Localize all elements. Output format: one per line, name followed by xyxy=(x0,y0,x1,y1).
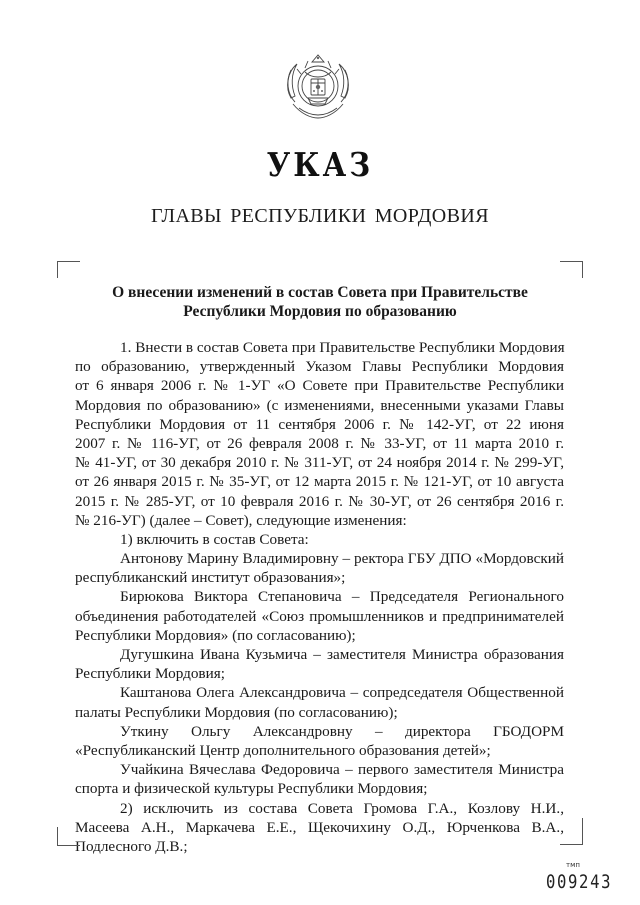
body-line: Уткину Ольгу Александровну – директора ГБОДОРМ xyxy=(120,722,564,740)
body-line: Каштанова Олега Александровича – сопредседателя Общественной xyxy=(120,684,564,702)
body-line: № 216-УГ) (далее – Совет), следующие изменения: xyxy=(75,511,407,529)
body-line: от 26 января 2015 г. № 35-УГ, от 12 марта 2015 г. № 121-УГ, от 10 августа xyxy=(75,473,564,491)
body-line: № 41-УГ, от 30 декабря 2010 г. № 311-УГ, от 24 ноября 2014 г. № 299-УГ, xyxy=(75,454,564,472)
body-line: от 6 января 2006 г. № 1-УГ «О Совете при Правительстве Республики xyxy=(75,377,564,395)
decree-title xyxy=(70,283,570,321)
body-line: Подлесного Д.В.; xyxy=(75,837,188,855)
corner-mark-bottom-left xyxy=(57,827,80,846)
body-line: палаты Республики Мордовия (по согласованию); xyxy=(75,703,398,721)
body-line: Дугушкина Ивана Кузьмича – заместителя Министра образования xyxy=(120,646,564,663)
issuer-title: ГЛАВЫ РЕСПУБЛИКИ МОРДОВИЯ xyxy=(151,205,489,227)
body-line: спорта и физической культуры Республики Мордовия; xyxy=(75,780,428,798)
body-line: объединения работодателей «Союз промышленников и предпринимателей xyxy=(75,607,564,625)
body-line: 1) включить в состав Совета: xyxy=(120,530,309,548)
body-line: Мордовия по образованию» (с изменениями, внесенными указами Главы xyxy=(75,396,564,414)
body-line: 1. Внести в состав Совета при Правительстве Республики Мордовия xyxy=(120,339,565,356)
decree-body xyxy=(75,338,564,856)
body-line: Учайкина Вячеслава Федоровича – первого заместителя Министра xyxy=(120,761,564,779)
body-line: 2007 г. № 116-УГ, от 26 февраля 2008 г. № 33-УГ, от 11 марта 2010 г. xyxy=(75,434,564,452)
body-line: 2015 г. № 285-УГ, от 10 февраля 2016 г. № 30-УГ, от 26 сентября 2016 г. xyxy=(75,492,564,510)
body-line: Бирюкова Виктора Степановича – Председателя Регионального xyxy=(120,588,564,606)
document-type: УКАЗ xyxy=(266,145,374,185)
body-line: Республики Мордовия» (по согласованию); xyxy=(75,626,356,644)
corner-mark-top-left xyxy=(57,261,80,278)
stamp-mark: тмп xyxy=(566,861,580,869)
body-line: 2) исключить из состава Совета Громова Г.А., Козлову Н.И., xyxy=(120,799,564,817)
body-line: Республики Мордовия; xyxy=(75,665,225,683)
corner-mark-top-right xyxy=(560,261,583,278)
document-serial-number: 009243 xyxy=(546,871,613,893)
title-line: Республики Мордовия по образованию xyxy=(183,303,457,320)
body-line: «Республиканский Центр дополнительного образования детей»; xyxy=(75,741,491,759)
body-line: Антонову Марину Владимировну – ректора ГБУ ДПО «Мордовский xyxy=(120,550,564,568)
title-line: О внесении изменений в состав Совета при Правительстве xyxy=(112,284,528,301)
coat-of-arms-icon xyxy=(281,52,355,122)
body-line: Республики Мордовия от 11 сентября 2006 г. № 142-УГ, от 22 июня xyxy=(75,415,564,433)
corner-mark-bottom-right xyxy=(560,818,583,845)
body-line: республиканский институт образования»; xyxy=(75,569,346,587)
body-line: по образованию, утвержденный Указом Главы Республики Мордовия xyxy=(75,358,564,376)
body-line: Масеева А.Н., Маркачева Е.Е., Щекочихину О.Д., Юрченкова В.А., xyxy=(75,818,564,836)
